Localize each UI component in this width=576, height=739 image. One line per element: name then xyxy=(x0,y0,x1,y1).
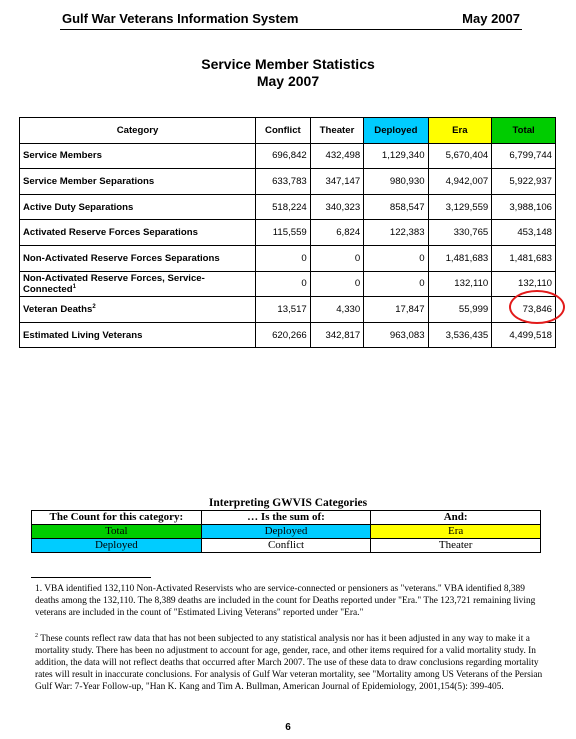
cell-deployed: 0 xyxy=(364,271,428,297)
interpreting-cell-deployed: Deployed xyxy=(32,539,202,553)
column-header-theater: Theater xyxy=(310,118,363,144)
cell-era: 55,999 xyxy=(428,297,492,323)
cell-deployed: 980,930 xyxy=(364,169,428,195)
row-label-text: Veteran Deaths xyxy=(23,304,93,316)
cell-conflict: 115,559 xyxy=(256,220,311,246)
cell-conflict: 13,517 xyxy=(256,297,311,323)
table-row xyxy=(20,245,556,271)
footnote-marker: 2 xyxy=(92,303,96,310)
interpreting-header-and: And: xyxy=(371,511,541,525)
row-label xyxy=(20,220,256,246)
row-label-text: Estimated Living Veterans xyxy=(23,329,143,341)
page-number: 6 xyxy=(285,722,291,733)
cell-theater: 340,323 xyxy=(310,194,363,220)
table-header-row xyxy=(20,118,556,144)
interpreting-cell-total: Total xyxy=(32,525,202,539)
cell-total: 6,799,744 xyxy=(492,143,556,169)
cell-era: 330,765 xyxy=(428,220,492,246)
cell-theater: 342,817 xyxy=(310,322,363,348)
cell-theater: 347,147 xyxy=(310,169,363,195)
row-label-text: Non-Activated Reserve Forces, Service- Connected xyxy=(23,272,205,295)
column-header-total: Total xyxy=(492,118,556,144)
cell-era: 1,481,683 xyxy=(428,245,492,271)
footnote-2-marker: 2 xyxy=(35,633,38,639)
row-label xyxy=(20,297,256,323)
row-label xyxy=(20,271,256,297)
row-label xyxy=(20,143,256,169)
interpreting-header-sum: … Is the sum of: xyxy=(201,511,371,525)
cell-conflict: 518,224 xyxy=(256,194,311,220)
cell-total: 4,499,518 xyxy=(492,322,556,348)
footnote-2 xyxy=(35,630,543,693)
interpreting-cell-conflict: Conflict xyxy=(201,539,371,553)
table-row xyxy=(20,143,556,169)
cell-era: 3,536,435 xyxy=(428,322,492,348)
column-header-era: Era xyxy=(428,118,492,144)
interpreting-row xyxy=(32,525,541,539)
table-row xyxy=(20,194,556,220)
cell-total: 1,481,683 xyxy=(492,245,556,271)
cell-theater: 432,498 xyxy=(310,143,363,169)
cell-deployed: 17,847 xyxy=(364,297,428,323)
cell-deployed: 1,129,340 xyxy=(364,143,428,169)
row-label xyxy=(20,194,256,220)
interpreting-categories-title: Interpreting GWVIS Categories xyxy=(208,497,368,509)
page-subtitle: May 2007 xyxy=(256,73,320,89)
footnote-marker: 1 xyxy=(72,283,76,290)
highlight-circle xyxy=(509,290,565,324)
cell-conflict: 696,842 xyxy=(256,143,311,169)
cell-era: 3,129,559 xyxy=(428,194,492,220)
table-row xyxy=(20,271,556,297)
footnote-divider xyxy=(31,577,151,578)
cell-era: 132,110 xyxy=(428,271,492,297)
interpreting-header-row xyxy=(32,511,541,525)
cell-total: 132,110 xyxy=(492,271,556,297)
interpreting-header-category: The Count for this category: xyxy=(32,511,202,525)
footnote-2-text: These counts reflect raw data that has not been subjected to any statistical analysis nor has it been adjusted in any way to make it a mortality study. There has been no adjustment to account for age, gender, race, and other items required for a valid mortality study. In addition, the data will not reflect deaths that occurred after March 2007. The use of these data to draw conclusions regarding mortality rates will result in inaccurate conclusions. For analysis of Gulf War veteran mortality, see "Mortality among US Veterans of the Persian Gulf War: 7-Year Follow-up, "Han K. Kang and Tim A. Bullman, American Journal of Epidemiology, 2001,154(5): 399-405. xyxy=(35,634,543,693)
row-label xyxy=(20,322,256,348)
interpreting-categories-table xyxy=(31,510,541,553)
service-member-statistics-table xyxy=(19,117,556,348)
interpreting-cell-theater: Theater xyxy=(371,539,541,553)
page-title: Service Member Statistics xyxy=(201,56,375,72)
interpreting-row xyxy=(32,539,541,553)
column-header-category: Category xyxy=(20,118,256,144)
cell-total: 5,922,937 xyxy=(492,169,556,195)
cell-theater: 0 xyxy=(310,245,363,271)
row-label-text: Activated Reserve Forces Separations xyxy=(23,227,198,239)
row-label-text: Active Duty Separations xyxy=(23,201,134,213)
cell-total: 73,846 xyxy=(492,297,556,323)
table-row xyxy=(20,220,556,246)
cell-era: 4,942,007 xyxy=(428,169,492,195)
cell-theater: 4,330 xyxy=(310,297,363,323)
interpreting-cell-deployed: Deployed xyxy=(201,525,371,539)
column-header-deployed: Deployed xyxy=(364,118,428,144)
row-label-text: Non-Activated Reserve Forces Separations xyxy=(23,252,220,264)
row-label-text: Service Members xyxy=(23,150,102,162)
table-row xyxy=(20,169,556,195)
cell-theater: 0 xyxy=(310,271,363,297)
footnote-1: 1. VBA identified 132,110 Non-Activated Reservists who are service-connected or pensioners as "veterans." VBA identified 8,389 deaths among the 132,110. The 8,389 deaths are included in the count for Deaths reported under "Era." The 123,721 remaining living veterans are included in the count of "Estimated Living Veterans" reported under "Era." xyxy=(35,584,536,618)
interpreting-cell-era: Era xyxy=(371,525,541,539)
cell-conflict: 633,783 xyxy=(256,169,311,195)
cell-conflict: 0 xyxy=(256,271,311,297)
cell-deployed: 0 xyxy=(364,245,428,271)
cell-conflict: 0 xyxy=(256,245,311,271)
row-label xyxy=(20,169,256,195)
table-row xyxy=(20,297,556,323)
column-header-conflict: Conflict xyxy=(256,118,311,144)
page-header xyxy=(60,11,522,30)
cell-era: 5,670,404 xyxy=(428,143,492,169)
row-label-text: Service Member Separations xyxy=(23,175,155,187)
header-date: May 2007 xyxy=(462,11,520,26)
cell-conflict: 620,266 xyxy=(256,322,311,348)
cell-total: 3,988,106 xyxy=(492,194,556,220)
table-row xyxy=(20,322,556,348)
cell-theater: 6,824 xyxy=(310,220,363,246)
row-label xyxy=(20,245,256,271)
cell-deployed: 963,083 xyxy=(364,322,428,348)
cell-deployed: 122,383 xyxy=(364,220,428,246)
cell-deployed: 858,547 xyxy=(364,194,428,220)
header-system-name: Gulf War Veterans Information System xyxy=(62,11,299,26)
cell-total: 453,148 xyxy=(492,220,556,246)
